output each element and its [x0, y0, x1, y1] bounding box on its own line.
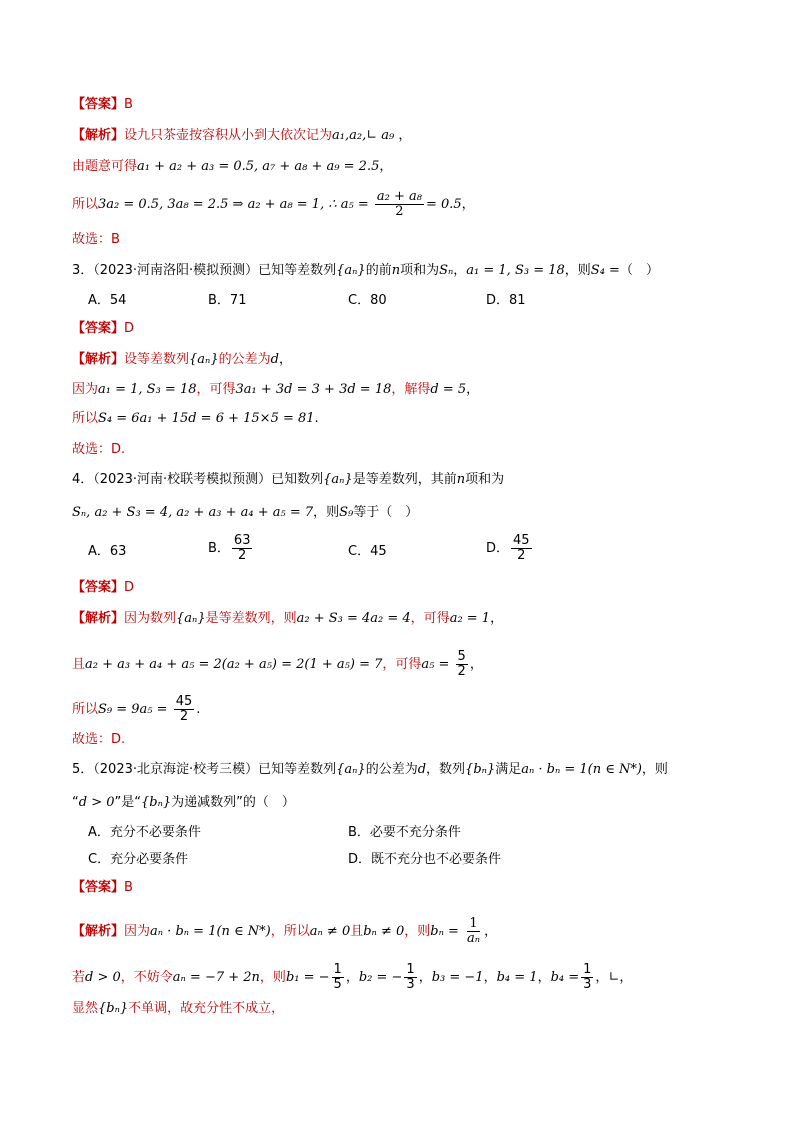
math-expr: Sₙ: [439, 263, 454, 278]
analysis-text: ，解得: [391, 382, 431, 397]
analysis-text: 若: [72, 970, 86, 985]
stem-text: 4．（2023·河南·校联考模拟预测）已知数列: [72, 472, 324, 487]
math-expr: a₂ = 1: [449, 611, 491, 626]
punct: ，: [466, 382, 480, 397]
math-expr: Sₙ, a₂ + S₃ = 4, a₂ + a₃ + a₄ + a₅ = 7: [72, 505, 314, 520]
punct: ，: [379, 159, 393, 174]
q4-stem-line-1: [72, 471, 504, 489]
stem-text: ，则: [564, 263, 591, 278]
math-expr: a₂ + a₃ + a₄ + a₅ = 2(a₂ + a₅) = 2(1 + a₅) = 7: [85, 657, 383, 672]
q5-answer-line: [72, 879, 133, 897]
analysis-text: 显然: [72, 1001, 99, 1016]
answer-label: 【答案】: [72, 97, 125, 112]
q4-analysis-line-2: [72, 650, 483, 679]
q5-option-b: B．必要不充分条件: [348, 825, 461, 840]
fraction: [404, 963, 416, 992]
stem-text: （ ）: [619, 263, 659, 278]
stem-text: 为递减数列”的（ ）: [171, 795, 295, 810]
answer-value: D: [124, 580, 135, 595]
stem-text: 项和为: [465, 472, 505, 487]
math-expr: {aₙ}: [323, 472, 353, 487]
q4-option-a: A．63: [88, 544, 127, 559]
analysis-text: ，不妨令: [120, 970, 173, 985]
math-expr: d: [270, 352, 279, 367]
frac-num: 1: [406, 962, 415, 977]
stem-text: 项和为: [400, 263, 440, 278]
stem-text: 的公差为: [365, 762, 418, 777]
punct: ，: [418, 970, 432, 985]
frac-num: 1: [583, 962, 592, 977]
analysis-label: 【解析】: [72, 924, 125, 939]
prev-analysis-line-2: [72, 158, 392, 176]
analysis-text: 所以: [72, 411, 99, 426]
math-expr: 3a₂ = 0.5, 3a₈ = 2.5 ⇒ a₂ + a₈ = 1, ∴ a₅ =: [98, 197, 369, 212]
q5-stem-line-1: [72, 761, 668, 779]
frac-num: 45: [175, 694, 193, 709]
fraction: [511, 534, 532, 563]
analysis-text: ，则: [259, 970, 286, 985]
analysis-text: 由题意可得: [72, 159, 138, 174]
answer-value: B: [124, 880, 133, 895]
q5-option-d: D．既不充分也不必要条件: [348, 852, 502, 867]
stem-text: 满足: [495, 762, 522, 777]
math-expr: {bₙ}: [465, 762, 496, 777]
punct: .: [196, 702, 201, 717]
answer-label: 【答案】: [72, 580, 125, 595]
punct: ，: [483, 970, 497, 985]
analysis-text: 设九只茶壶按容积从小到大依次记为: [124, 128, 333, 143]
option-letter: D．: [486, 541, 510, 556]
punct: ，: [394, 128, 412, 143]
prev-choice-line: 故选：B: [72, 232, 120, 247]
q3-option-a: A．54: [88, 293, 127, 308]
stem-text: 3．（2023·河南洛阳·模拟预测）已知等差数列: [72, 263, 337, 278]
q4-option-c: C．45: [348, 544, 387, 559]
math-expr: a₁,a₂,∟ a₉: [332, 128, 395, 143]
answer-value: D: [124, 321, 135, 336]
punct: ，: [619, 970, 633, 985]
frac-num: 1: [333, 962, 342, 977]
q3-option-b: B．71: [208, 293, 247, 308]
math-expr: = 0.5: [425, 197, 462, 212]
analysis-label: 【解析】: [72, 611, 125, 626]
frac-num: 45: [513, 533, 530, 548]
q5-analysis-line-3: [72, 1000, 284, 1018]
stem-text: “: [72, 795, 79, 810]
q3-analysis-line-1: [72, 351, 292, 369]
analysis-text: 且: [72, 657, 86, 672]
analysis-text: ，则: [404, 924, 431, 939]
math-expr: a₁ = 1, S₃ = 18: [98, 382, 197, 397]
math-expr: {aₙ}: [189, 352, 219, 367]
analysis-text: ，可得: [196, 382, 236, 397]
math-expr: b₁ = −: [285, 970, 330, 985]
frac-num: a₂ + a₈: [376, 189, 422, 204]
analysis-text: 所以: [72, 197, 99, 212]
punct: ，: [345, 970, 359, 985]
analysis-label: 【解析】: [72, 128, 125, 143]
math-expr: S₄ = 6a₁ + 15d = 6 + 15×5 = 81: [98, 411, 315, 426]
frac-num: 5: [457, 649, 466, 664]
math-expr: aₙ = −7 + 2n: [172, 970, 260, 985]
frac-den: aₙ: [467, 931, 481, 946]
math-expr: ∟: [608, 970, 620, 985]
math-expr: S₉: [339, 505, 354, 520]
fraction: [174, 695, 195, 724]
frac-den: 3: [406, 977, 415, 992]
fraction: [232, 534, 253, 563]
math-expr: a₁ + a₂ + a₃ = 0.5, a₇ + a₈ + a₉ = 2.5: [137, 159, 380, 174]
frac-den: 2: [395, 204, 404, 219]
analysis-text: 的公差为: [218, 352, 271, 367]
answer-value: B: [124, 97, 133, 112]
frac-den: 3: [583, 977, 592, 992]
frac-den: 2: [517, 548, 526, 563]
math-expr: {aₙ}: [176, 611, 206, 626]
q5-option-a: A．充分不必要条件: [88, 825, 201, 840]
option-letter: B．: [208, 541, 230, 556]
analysis-label: 【解析】: [72, 352, 125, 367]
math-expr: n: [456, 472, 466, 487]
q4-option-d: [486, 534, 534, 563]
punct: ，: [595, 970, 609, 985]
q5-option-c: C．充分必要条件: [88, 852, 189, 867]
stem-text: ，: [453, 263, 467, 278]
math-expr: b₄ = 1: [496, 970, 538, 985]
frac-den: 2: [238, 548, 247, 563]
math-expr: {aₙ}: [336, 762, 366, 777]
q4-analysis-line-3: [72, 695, 200, 724]
stem-text: 是等差数列，其前: [352, 472, 457, 487]
stem-text: 5．（2023·北京海淀·校考三模）已知等差数列: [72, 762, 337, 777]
math-expr: b₄ =: [550, 970, 580, 985]
frac-num: 63: [233, 533, 251, 548]
math-expr: 3a₁ + 3d = 3 + 3d = 18: [235, 382, 392, 397]
math-expr: a₅ =: [421, 657, 450, 672]
math-expr: b₃ = −1: [431, 970, 484, 985]
math-expr: d > 0: [85, 970, 121, 985]
stem-text: ，数列: [426, 762, 466, 777]
q3-option-d: D．81: [486, 293, 526, 308]
punct: .: [314, 411, 319, 426]
analysis-text: 因为: [124, 924, 151, 939]
math-expr: S₄ =: [590, 263, 620, 278]
q3-analysis-line-3: [72, 410, 319, 428]
fraction: [332, 963, 344, 992]
q4-option-b: [208, 534, 254, 563]
math-expr: bₙ =: [430, 924, 459, 939]
frac-den: 5: [333, 977, 342, 992]
frac-den: 2: [179, 709, 189, 724]
math-expr: n: [391, 263, 401, 278]
math-expr: aₙ ≠ 0: [309, 924, 351, 939]
math-expr: aₙ · bₙ = 1(n ∈ N*): [521, 762, 642, 777]
frac-den: 2: [457, 664, 466, 679]
prev-analysis-line-1: [72, 127, 411, 145]
stem-text: ”是“: [114, 795, 141, 810]
q4-analysis-line-1: [72, 610, 503, 628]
analysis-text: 不单调，故充分性不成立，: [128, 1001, 285, 1016]
stem-text: ，则: [313, 505, 340, 520]
punct: ，: [537, 970, 551, 985]
math-expr: b₂ = −: [358, 970, 403, 985]
q4-stem-line-2: [72, 504, 418, 522]
punct: ，: [469, 657, 483, 672]
stem-text: 的前: [365, 263, 392, 278]
fraction: [581, 963, 593, 992]
fraction: [456, 650, 468, 679]
q3-option-c: C．80: [348, 293, 387, 308]
prev-answer-line: [72, 96, 133, 114]
q3-stem: [72, 262, 659, 280]
fraction: [375, 190, 424, 219]
q3-answer-line: [72, 320, 134, 338]
punct: ，: [490, 611, 504, 626]
analysis-text: 且: [350, 924, 364, 939]
q5-stem-line-2: [72, 794, 295, 812]
punct: ，: [278, 352, 292, 367]
q3-choice-line: 故选：D.: [72, 442, 126, 457]
math-expr: {bₙ}: [98, 1001, 129, 1016]
math-expr: {aₙ}: [336, 263, 366, 278]
q4-choice-line: 故选：D.: [72, 732, 126, 747]
math-expr: d > 0: [78, 795, 115, 810]
q4-answer-line: [72, 579, 134, 597]
math-expr: S₉ = 9a₅ =: [98, 702, 168, 717]
math-expr: bₙ ≠ 0: [363, 924, 405, 939]
math-expr: d = 5: [430, 382, 467, 397]
q5-analysis-line-1: [72, 917, 497, 946]
q5-analysis-line-2: [72, 963, 632, 992]
math-expr: a₂ + S₃ = 4a₂ = 4: [296, 611, 411, 626]
analysis-text: ，可得: [410, 611, 450, 626]
stem-text: ，则: [641, 762, 668, 777]
analysis-text: 设等差数列: [124, 352, 190, 367]
prev-analysis-line-3: [72, 190, 475, 219]
math-expr: {bₙ}: [140, 795, 172, 810]
analysis-text: ，可得: [382, 657, 422, 672]
answer-label: 【答案】: [72, 880, 125, 895]
punct: ，: [461, 197, 475, 212]
fraction: [465, 917, 482, 946]
analysis-text: 因为: [72, 382, 99, 397]
stem-text: 等于（ ）: [353, 505, 419, 520]
analysis-text: 所以: [72, 702, 99, 717]
q3-analysis-line-2: [72, 381, 479, 399]
analysis-text: 是等差数列，则: [205, 611, 297, 626]
analysis-text: ，所以: [270, 924, 310, 939]
math-expr: a₁ = 1, S₃ = 18: [466, 263, 565, 278]
analysis-text: 因为数列: [124, 611, 177, 626]
punct: ，: [484, 924, 498, 939]
math-expr: aₙ · bₙ = 1(n ∈ N*): [150, 924, 271, 939]
frac-num: 1: [469, 916, 478, 931]
answer-label: 【答案】: [72, 321, 125, 336]
math-expr: d: [417, 762, 427, 777]
